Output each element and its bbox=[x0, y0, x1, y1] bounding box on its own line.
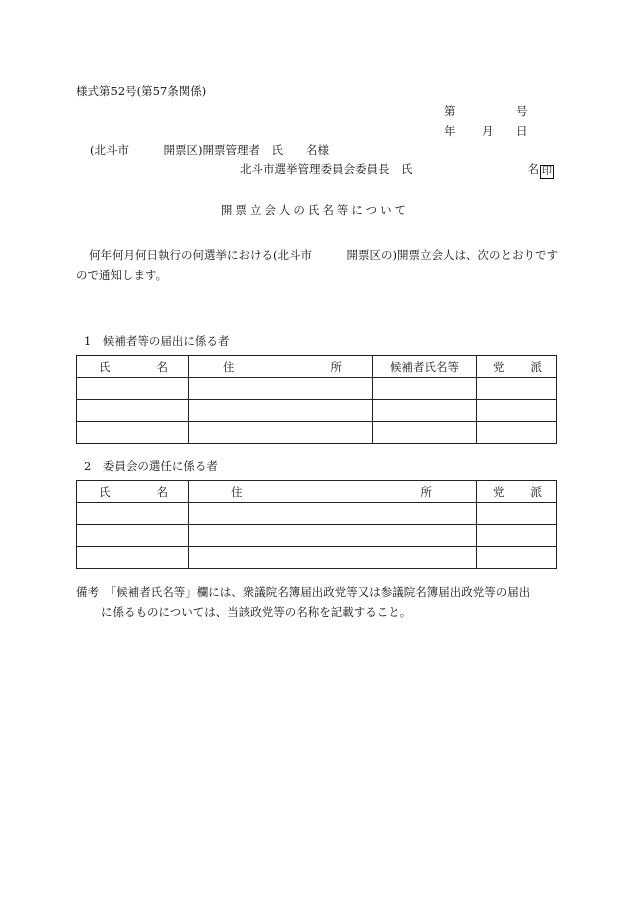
cell[interactable] bbox=[477, 422, 557, 444]
remark-line-1: 備考 「候補者氏名等」欄には、衆議院名簿届出政党等又は参議院名簿届出政党等の届出 bbox=[76, 585, 531, 599]
cell[interactable] bbox=[189, 422, 373, 444]
cell[interactable] bbox=[373, 378, 477, 400]
cell[interactable] bbox=[477, 400, 557, 422]
header-name: 氏 名 bbox=[77, 481, 189, 503]
table-row bbox=[77, 422, 557, 444]
cell[interactable] bbox=[477, 378, 557, 400]
addressee: (北斗市 開票区)開票管理者 氏 名様 bbox=[90, 143, 329, 157]
table-row bbox=[77, 378, 557, 400]
cell[interactable] bbox=[77, 525, 189, 547]
sender-line bbox=[240, 162, 554, 179]
section2-heading: 2 委員会の選任に係る者 bbox=[84, 459, 218, 473]
header-candidate: 候補者氏名等 bbox=[373, 356, 477, 378]
cell[interactable] bbox=[189, 378, 373, 400]
remark-line-2: に係るものについては、当該政党等の名称を記載すること。 bbox=[101, 605, 412, 619]
cell[interactable] bbox=[189, 503, 477, 525]
cell[interactable] bbox=[477, 547, 557, 569]
date-month: 月 bbox=[482, 124, 494, 138]
table-header-row bbox=[77, 481, 557, 503]
form-number: 様式第52号(第57条関係) bbox=[76, 84, 207, 98]
header-name: 氏 名 bbox=[77, 356, 189, 378]
remark-note bbox=[76, 582, 566, 622]
cell[interactable] bbox=[77, 503, 189, 525]
document-title: 開票立会人の氏名等について bbox=[220, 203, 410, 217]
committee-witness-table bbox=[76, 480, 557, 569]
table-row bbox=[77, 400, 557, 422]
header-address: 住 所 bbox=[189, 481, 477, 503]
cell[interactable] bbox=[77, 378, 189, 400]
header-party: 党 派 bbox=[477, 356, 557, 378]
date-year: 年 bbox=[444, 124, 456, 138]
cell[interactable] bbox=[77, 422, 189, 444]
cell[interactable] bbox=[77, 400, 189, 422]
cell[interactable] bbox=[373, 422, 477, 444]
table-header-row bbox=[77, 356, 557, 378]
header-address: 住 所 bbox=[189, 356, 373, 378]
cell[interactable] bbox=[477, 503, 557, 525]
cell[interactable] bbox=[189, 525, 477, 547]
cell[interactable] bbox=[373, 400, 477, 422]
sender: 北斗市選挙管理委員会委員長 氏 名 bbox=[240, 162, 539, 176]
table-row bbox=[77, 525, 557, 547]
body-paragraph: 何年何月何日執行の何選挙における(北斗市 開票区の)開票立会人は、次のとおりですので通知します。 bbox=[76, 248, 558, 282]
table-row bbox=[77, 547, 557, 569]
date-day: 日 bbox=[516, 124, 528, 138]
cell[interactable] bbox=[77, 547, 189, 569]
cell[interactable] bbox=[189, 400, 373, 422]
document-number-suffix: 号 bbox=[516, 104, 528, 118]
seal-mark: 印 bbox=[542, 166, 552, 177]
table-row bbox=[77, 503, 557, 525]
cell[interactable] bbox=[189, 547, 477, 569]
section1-heading: 1 候補者等の届出に係る者 bbox=[84, 334, 230, 348]
document-number-prefix: 第 bbox=[444, 104, 456, 118]
cell[interactable] bbox=[477, 525, 557, 547]
candidate-witness-table bbox=[76, 355, 557, 444]
header-party: 党 派 bbox=[477, 481, 557, 503]
